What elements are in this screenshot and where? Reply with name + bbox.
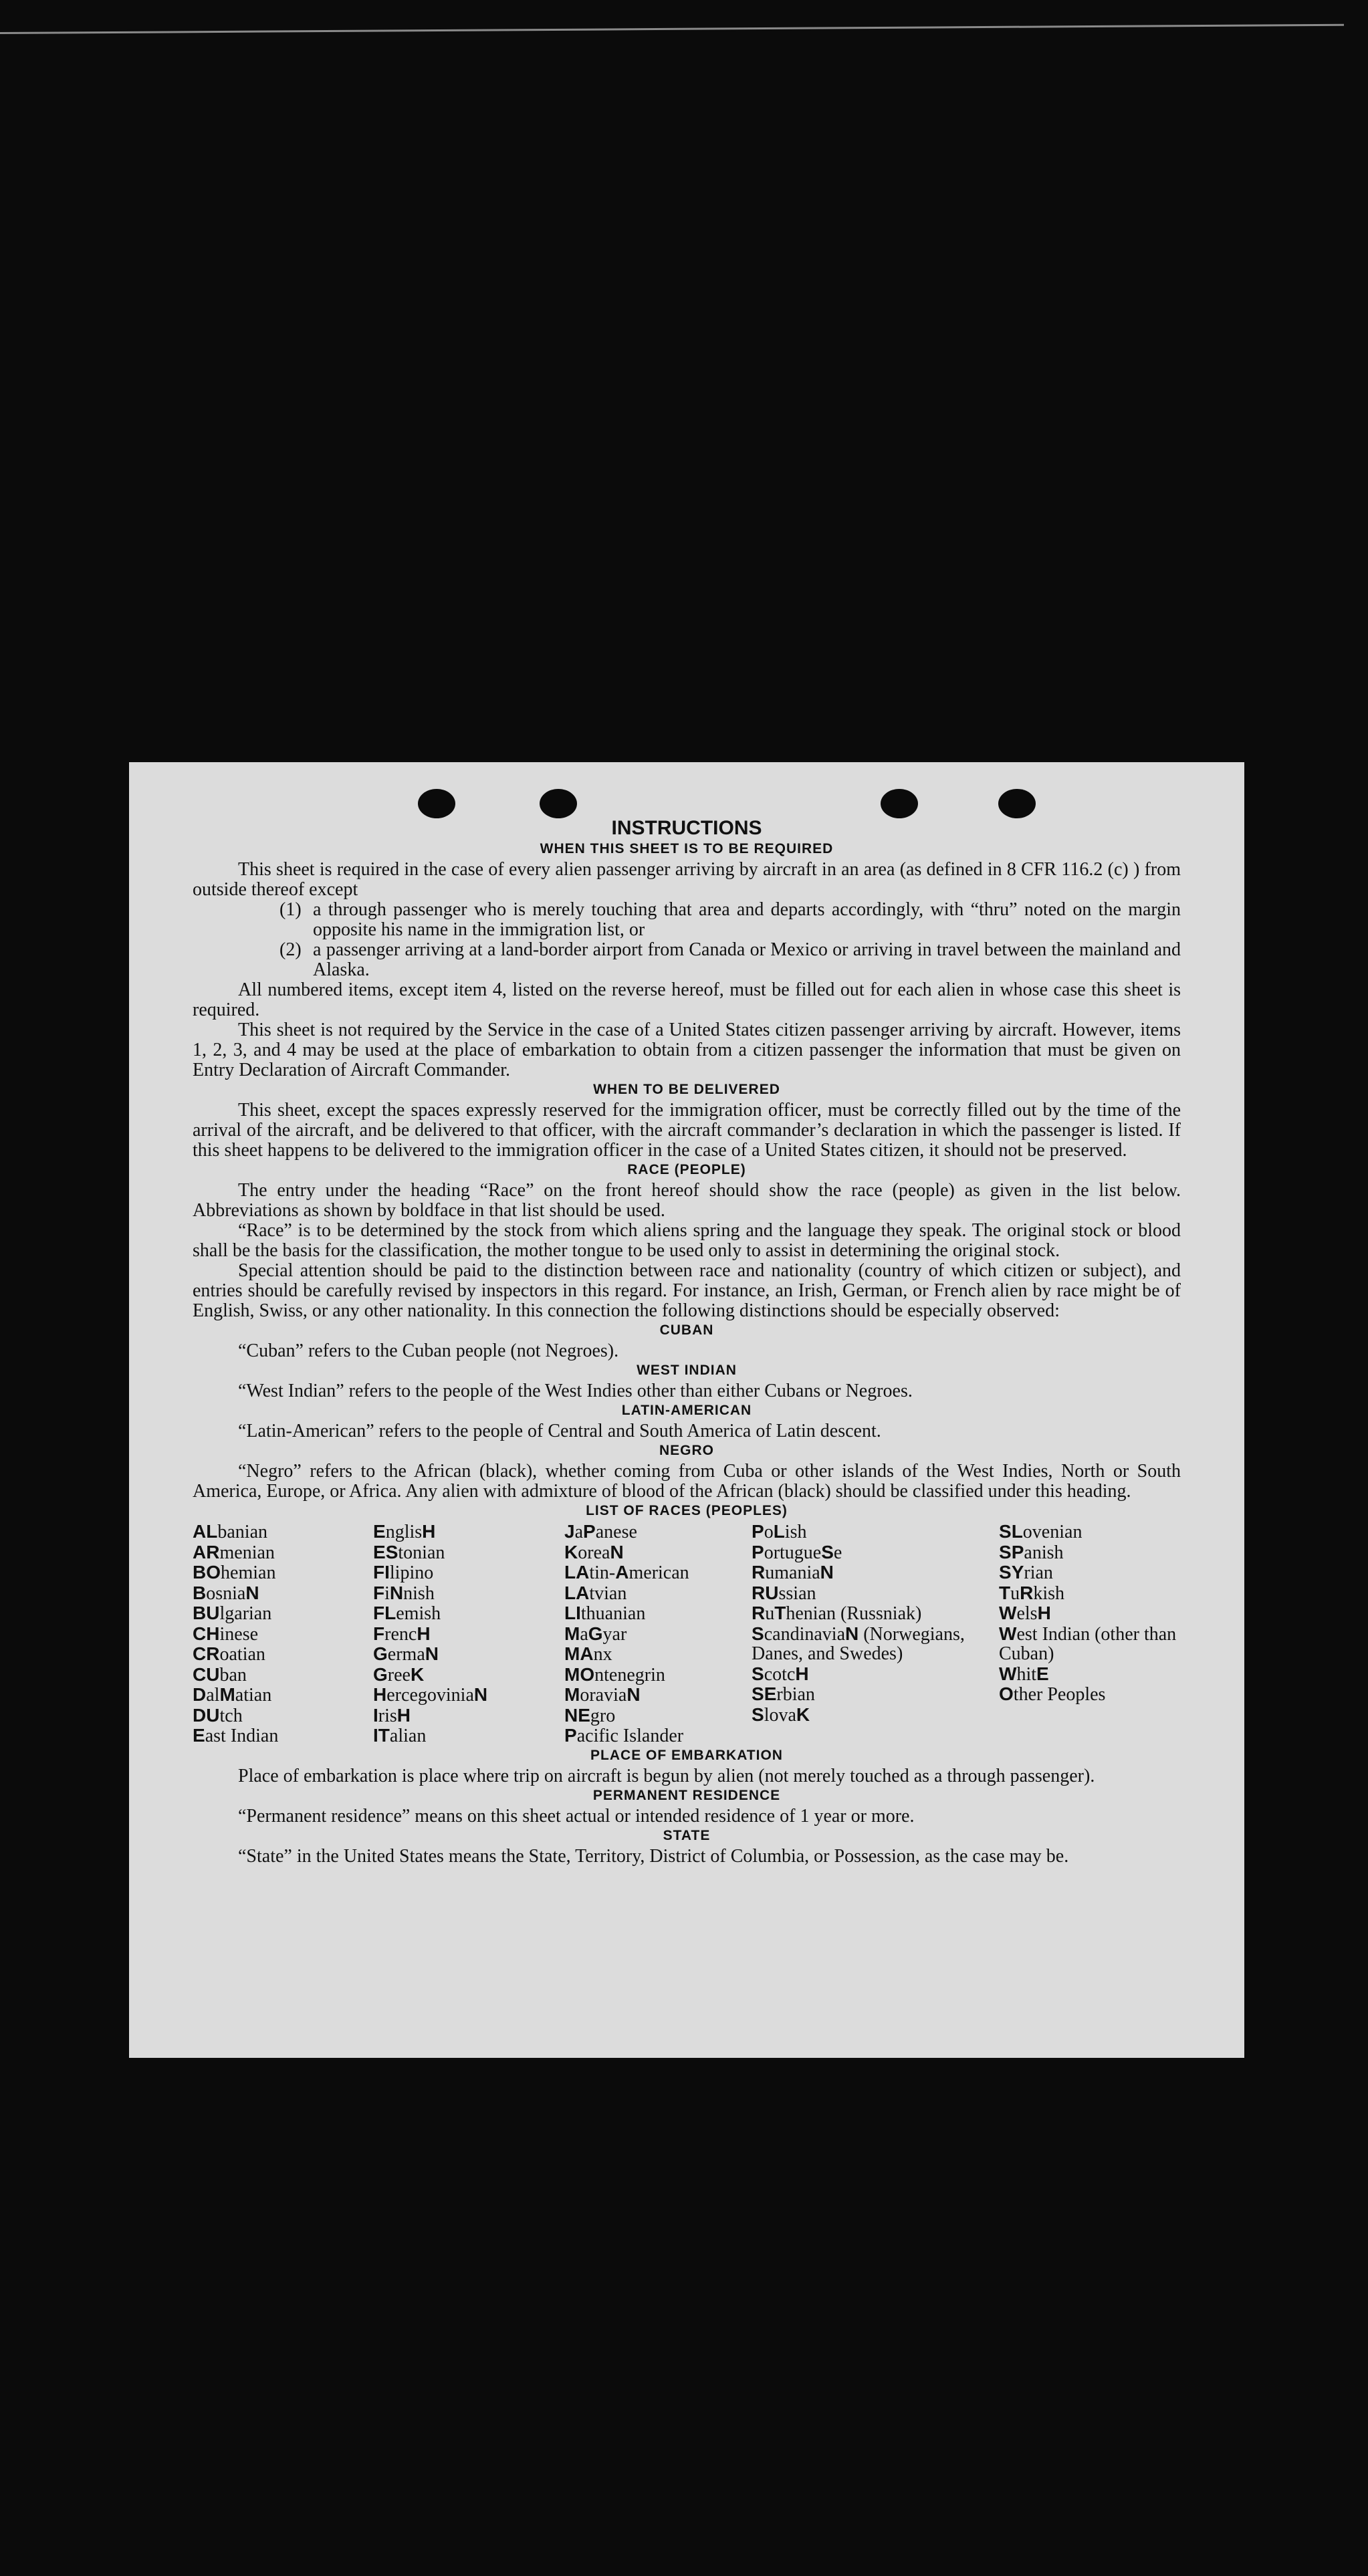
race-item: BOhemian xyxy=(193,1562,276,1583)
race-item: West Indian (other than Cuban) xyxy=(999,1623,1177,1664)
section-heading: PLACE OF EMBARKATION xyxy=(590,1747,783,1763)
paragraph: This sheet is not required by the Service in the case of a United States citizen passenger arriving by aircraft. However, items 1, 2, 3, and 4 may be used at the place of embarkation to obtain from a citizen passenger the information that must be given on Entry Declaration of Aircraft Commander. xyxy=(193,1020,1181,1080)
race-item: ScotcH xyxy=(752,1663,809,1685)
race-item: WelsH xyxy=(999,1603,1051,1624)
race-item: FLemish xyxy=(373,1603,441,1624)
race-item: FIlipino xyxy=(373,1562,434,1583)
paragraph: All numbered items, except item 4, listed on the reverse hereof, must be filled out for each alien in whose case this sheet is required. xyxy=(193,979,1181,1020)
race-column xyxy=(373,1522,564,1746)
race-item: SLovenian xyxy=(999,1521,1082,1542)
paragraph: This sheet is required in the case of every alien passenger arriving by aircraft in an area (as defined in 8 CFR 116.2 (c) ) from outside thereof except xyxy=(193,859,1181,900)
race-item: ALbanian xyxy=(193,1521,267,1542)
item-number: (1) xyxy=(279,899,302,920)
race-item: HercegoviniaN xyxy=(373,1684,488,1706)
race-item: CUban xyxy=(193,1663,247,1685)
race-item: ScandinaviaN (Norwegians, Danes, and Swedes) xyxy=(752,1623,965,1664)
item-number: (2) xyxy=(279,939,302,960)
race-item: EnglisH xyxy=(373,1521,436,1542)
race-item: SPanish xyxy=(999,1541,1064,1563)
paragraph: “Latin-American” refers to the people of Central and South America of Latin descent. xyxy=(238,1421,881,1441)
race-item: BosniaN xyxy=(193,1582,259,1604)
punch-hole xyxy=(418,789,455,818)
race-column xyxy=(752,1522,999,1746)
page-title: INSTRUCTIONS xyxy=(611,817,762,839)
paragraph: “Cuban” refers to the Cuban people (not Negroes). xyxy=(238,1340,619,1361)
section-heading: WEST INDIAN xyxy=(637,1363,737,1378)
race-item: RUssian xyxy=(752,1582,816,1604)
race-item: GreeK xyxy=(373,1663,425,1685)
race-item: ARmenian xyxy=(193,1541,275,1563)
paragraph: “Race” is to be determined by the stock from which aliens spring and the language they speak. The original stock or blood shall be the basis for the classification, the mother tongue to be used only to assist in determining the original stock. xyxy=(193,1220,1181,1261)
race-item: MAnx xyxy=(564,1643,612,1665)
race-item: East Indian xyxy=(193,1725,279,1746)
race-column xyxy=(193,1522,373,1746)
race-item: PoLish xyxy=(752,1521,807,1542)
item-text: a through passenger who is merely touching that area and departs accordingly, with “thru” noted on the margin opposite his name in the immigration list, or xyxy=(313,899,1181,940)
race-item: DUtch xyxy=(193,1704,243,1726)
race-item: CHinese xyxy=(193,1623,259,1645)
race-column xyxy=(564,1522,752,1746)
race-item: SYrian xyxy=(999,1562,1053,1583)
paragraph: “State” in the United States means the State, Territory, District of Columbia, or Possession, as the case may be. xyxy=(238,1845,1069,1867)
race-item: FrencH xyxy=(373,1623,431,1645)
paragraph: “West Indian” refers to the people of the West Indies other than either Cubans or Negroes. xyxy=(238,1381,913,1401)
item-text: a passenger arriving at a land-border airport from Canada or Mexico or arriving in travel between the mainland and Alaska. xyxy=(313,939,1181,980)
race-item: NEgro xyxy=(564,1704,616,1726)
race-item: WhitE xyxy=(999,1663,1049,1685)
punch-hole xyxy=(998,789,1036,818)
race-item: EStonian xyxy=(373,1541,445,1563)
race-item: SlovaK xyxy=(752,1704,810,1726)
punch-hole xyxy=(540,789,577,818)
race-item: RuThenian (Russniak) xyxy=(752,1603,922,1624)
race-item: RumaniaN xyxy=(752,1562,834,1583)
paragraph: Place of embarkation is place where trip on aircraft is begun by alien (not merely touched as a through passenger). xyxy=(238,1765,1095,1786)
race-column xyxy=(999,1522,1200,1746)
paragraph: The entry under the heading “Race” on the front hereof should show the race (people) as given in the list below. Abbreviations as shown by boldface in that list should be used. xyxy=(193,1180,1181,1221)
race-item: TuRkish xyxy=(999,1582,1065,1604)
section-heading: RACE (PEOPLE) xyxy=(627,1162,746,1177)
race-item: MoraviaN xyxy=(564,1684,641,1706)
race-item: KoreaN xyxy=(564,1541,624,1563)
race-item: Other Peoples xyxy=(999,1683,1106,1705)
race-item: LAtin-American xyxy=(564,1562,689,1583)
race-item: GermaN xyxy=(373,1643,439,1665)
race-item: IrisH xyxy=(373,1704,411,1726)
race-item: MOntenegrin xyxy=(564,1663,665,1685)
list-item xyxy=(193,940,1181,980)
film-edge-line xyxy=(0,24,1344,34)
section-heading: CUBAN xyxy=(659,1322,714,1338)
race-item: ITalian xyxy=(373,1725,427,1746)
paragraph: “Permanent residence” means on this sheet actual or intended residence of 1 year or more. xyxy=(238,1805,915,1827)
instruction-sheet xyxy=(129,762,1244,2058)
race-item: JaPanese xyxy=(564,1521,637,1542)
race-item: LIthuanian xyxy=(564,1603,646,1624)
race-list xyxy=(193,1522,1181,1746)
race-item: CRoatian xyxy=(193,1643,265,1665)
paragraph: Special attention should be paid to the distinction between race and nationality (country of which citizen or subject), and entries should be carefully revised by inspectors in this regard. For instance, an Irish, German, or French alien by race might be of English, Swiss, or any other nationality. In this connection the following distinctions should be especially observed: xyxy=(193,1260,1181,1321)
paragraph: This sheet, except the spaces expressly reserved for the immigration officer, must be correctly filled out by the time of the arrival of the aircraft, and be delivered to that officer, with the aircraft commander’s declaration in which the passenger is listed. If this sheet happens to be delivered to the immigration officer in the case of a United States citizen, it should not be preserved. xyxy=(193,1100,1181,1161)
race-item: LAtvian xyxy=(564,1582,627,1604)
race-item: Pacific Islander xyxy=(564,1725,684,1746)
section-heading: WHEN THIS SHEET IS TO BE REQUIRED xyxy=(540,841,834,856)
section-heading: PERMANENT RESIDENCE xyxy=(592,1787,781,1803)
race-item: FiNnish xyxy=(373,1582,435,1604)
section-heading: STATE xyxy=(663,1827,711,1843)
punch-hole xyxy=(881,789,918,818)
list-item xyxy=(193,900,1181,940)
race-item: BUlgarian xyxy=(193,1603,272,1624)
section-heading: LIST OF RACES (PEOPLES) xyxy=(586,1503,788,1518)
paragraph: “Negro” refers to the African (black), whether coming from Cuba or other islands of the West Indies, North or South America, Europe, or Africa. Any alien with admixture of blood of the African (black) should be classified under this heading. xyxy=(193,1461,1181,1502)
section-heading: WHEN TO BE DELIVERED xyxy=(593,1082,780,1097)
race-item: SErbian xyxy=(752,1683,815,1705)
section-heading: NEGRO xyxy=(659,1443,714,1458)
race-item: DalMatian xyxy=(193,1684,272,1706)
race-item: PortugueSe xyxy=(752,1541,842,1563)
race-item: MaGyar xyxy=(564,1623,627,1645)
section-heading: LATIN-AMERICAN xyxy=(621,1403,752,1418)
